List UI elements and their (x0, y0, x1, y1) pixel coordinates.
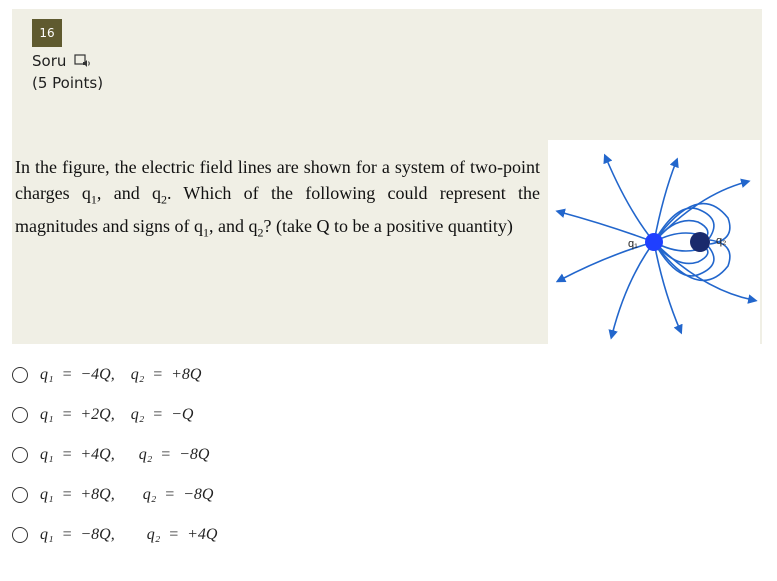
question-number-badge: 16 (32, 19, 62, 47)
option-5[interactable] (12, 522, 312, 548)
question-points: (5 Points) (32, 74, 104, 92)
option-1-label: q₁ = −4Q, q₂ = +8Q (40, 366, 202, 383)
option-2-radio[interactable] (12, 407, 28, 423)
field-lines-figure (548, 140, 760, 344)
question-type-row (32, 52, 91, 70)
option-5-radio[interactable] (12, 527, 28, 543)
option-1[interactable] (12, 362, 312, 388)
option-1-radio[interactable] (12, 367, 28, 383)
option-3[interactable] (12, 442, 312, 468)
immersive-reader-icon[interactable] (74, 54, 91, 69)
option-5-label: q₁ = −8Q, q₂ = +4Q (40, 526, 218, 543)
field-line-6 (612, 242, 654, 335)
charge-q2-label: q₂ (716, 235, 727, 247)
charge-q2 (690, 232, 710, 252)
field-line-4 (560, 212, 654, 242)
option-4-label: q₁ = +8Q, q₂ = −8Q (40, 486, 214, 503)
option-3-radio[interactable] (12, 447, 28, 463)
field-lines-diagram (548, 140, 760, 344)
question-text: In the figure, the electric field lines are shown for a system of two-point charges $q_1$, and $q_2$. Which of the following could represent the magnitudes and signs of $q_1$, and $q_2$? (take Q to be a positive quantity) (15, 157, 540, 240)
option-2-label: q₁ = +2Q, q₂ = −Q (40, 406, 194, 423)
field-line-5 (560, 242, 654, 280)
option-4-radio[interactable] (12, 487, 28, 503)
option-4[interactable] (12, 482, 312, 508)
question-card (12, 9, 762, 344)
option-2[interactable] (12, 402, 312, 428)
charge-q1 (645, 233, 663, 251)
option-3-label: q₁ = +4Q, q₂ = −8Q (40, 446, 210, 463)
field-line-1 (606, 158, 654, 242)
question-type-label: Soru (32, 52, 67, 70)
charge-q1-label: q₁ (628, 238, 638, 250)
